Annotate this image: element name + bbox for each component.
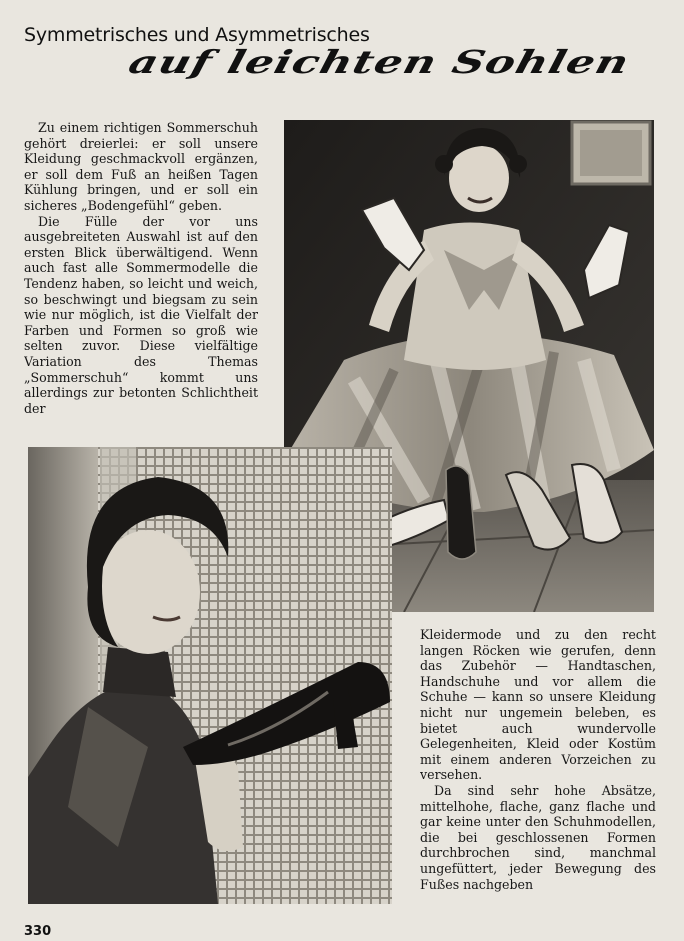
paragraph-3: Kleidermode und zu den recht langen Röcken wie gerufen, denn das Zubehör — Handtaschen, Handschuhe und vor allem die Schuhe — kann so unsere Kleidung nicht nur ungemein beleben, es bietet auch wundervolle Gelegenheiten, Kleid oder Kostüm mit einem anderen Vorzeichen zu versehen. <box>420 627 656 783</box>
text-column-right <box>420 627 656 912</box>
headline-script: auf leichten Sohlen <box>124 44 634 81</box>
text-column-left <box>24 120 258 430</box>
photo-woman-holding-shoe <box>28 447 392 904</box>
page-number: 330 <box>24 924 52 939</box>
paragraph-1: Zu einem richtigen Sommerschuh gehört dreierlei: er soll unsere Kleidung geschmackvoll ergänzen, er soll dem Fuß an heißen Tagen Kühlung bringen, und er soll ein sicheres „Bodengefühl“ geben. <box>24 120 258 213</box>
paragraph-2: Die Fülle der vor uns ausgebreiteten Auswahl ist auf den ersten Blick überwältigend. Wenn auch fast alle Sommermodelle die Tendenz haben, so leicht und weich, so beschwingt und biegsam zu sein wie nur möglich, ist die Vielfalt der Farben und Formen so groß wie selten zuvor. Diese vielfältige Variation des Themas „Sommerschuh“ kommt uns allerdings zur betonten Schlichtheit der <box>24 213 258 416</box>
paragraph-4: Da sind sehr hohe Absätze, mittelhohe, flache, ganz flache und gar keine unter den Schuhmodellen, die bei geschlossenen Formen durchbrochen sind, manchmal ungefüttert, jeder Bewegung des Fußes nachgeben <box>420 782 656 892</box>
headline-print: Symmetrisches und Asymmetrisches <box>24 24 370 46</box>
